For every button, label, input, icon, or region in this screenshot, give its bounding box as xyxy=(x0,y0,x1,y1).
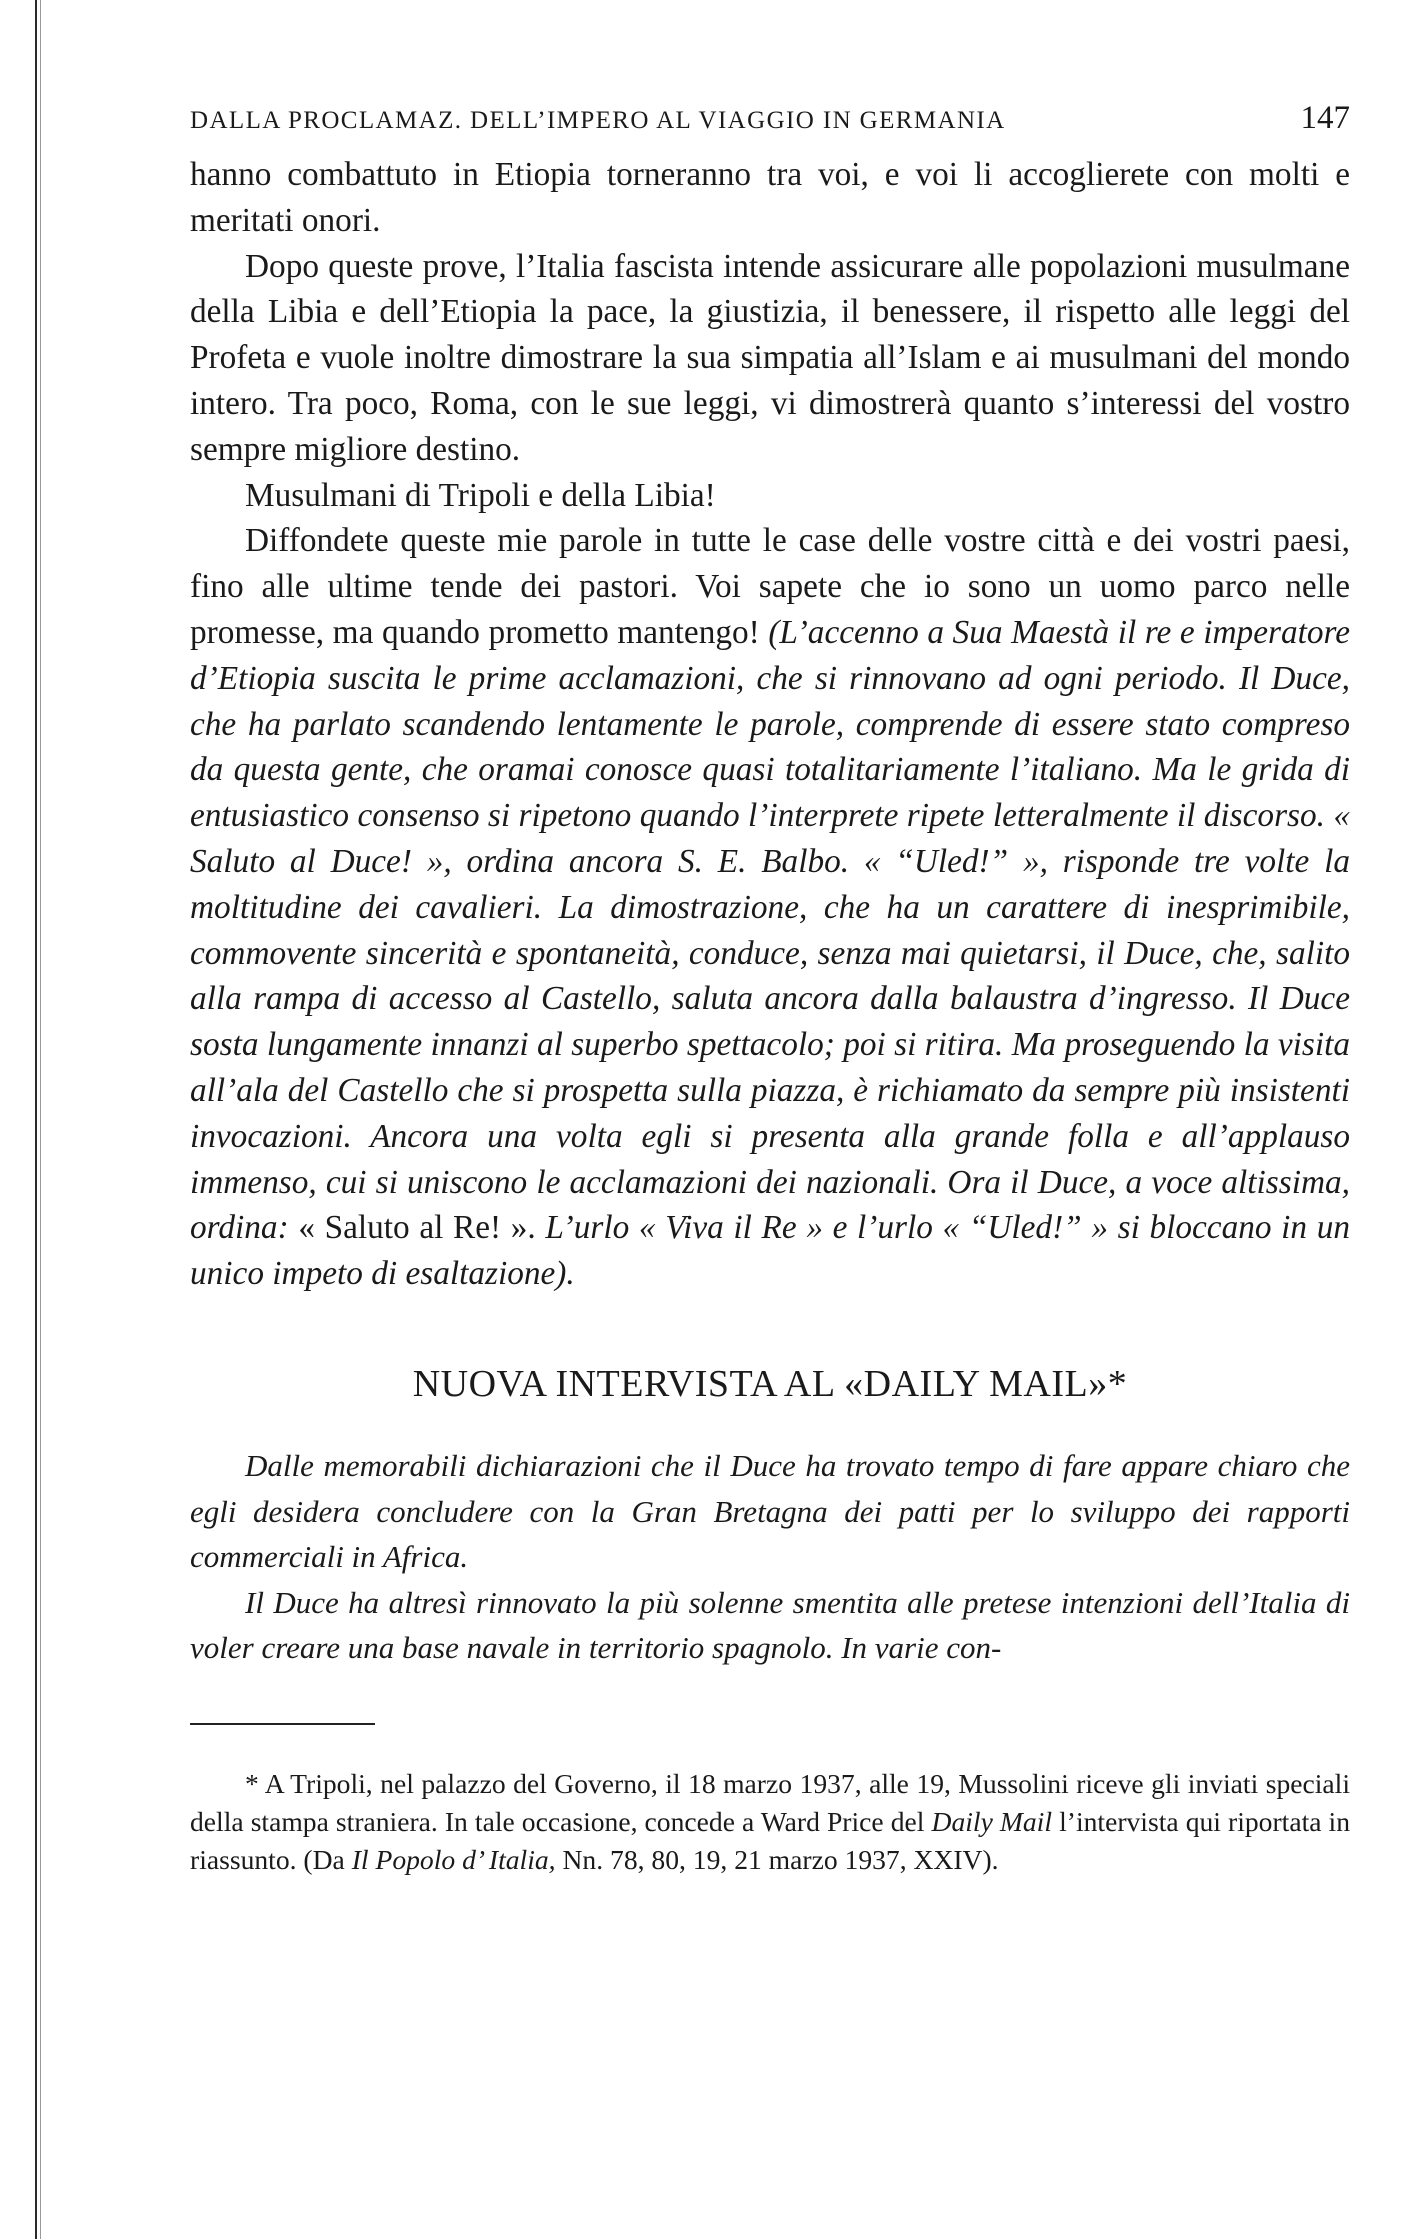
page xyxy=(190,100,1350,1879)
salute-text: « Saluto al Re! ». xyxy=(298,1209,536,1247)
scan-edge-line xyxy=(35,0,37,2239)
footnote-text-a: * A Tripoli, nel palazzo del Governo, il 18 marzo 1937, alle 19, Mussolini riceve gli inviati speciali della stampa straniera. In tale occasione, concede a Ward Price del xyxy=(190,1767,1350,1837)
narration-text-a: (L’accenno a Sua Maestà il re e imperatore d’Etiopia suscita le prime acclamazioni, che si rinnovano ad ogni periodo. Il Duce, che ha parlato scandendo lentamente le parole, comprende di essere stato compreso da questa gente, che oramai conosce quasi totalitariamente l’italiano. Ma le grida di entusiastico consenso si ripetono quando l’interprete ripete letteralmente il discorso. « Saluto al Duce! », ordina ancora S. E. Balbo. « “Uled!” », risponde tre volte la moltitudine dei cavalieri. La dimostrazione, che ha un carattere di inesprimibile, commovente sincerità e spontaneità, conduce, senza mai quietarsi, il Duce, che, salito alla rampa di accesso al Castello, saluta ancora dalla balaustra d’ingresso. Il Duce sosta lungamente innanzi al superbo spettacolo; poi si ritira. Ma proseguendo la visita all’ala del Castello che si prospetta sulla piazza, è richiamato da sempre più insistenti invocazioni. Ancora una volta egli si presenta alla grande folla e all’applauso immenso, cui si uniscono le acclamazioni dei nazionali. Ora il Duce, a voce altissima, ordina: xyxy=(190,613,1350,1247)
footnote-title-b: Il Popolo d’ Italia, xyxy=(351,1843,556,1875)
paragraph-2: Dopo queste prove, l’Italia fascista intende assicurare alle popolazioni musulmane della Libia e dell’Etiopia la pace, la giustizia, il benessere, il rispetto alle leggi del Profeta e vuole inoltre dimostrare la sua simpatia all’Islam e ai musulmani del mondo intero. Tra poco, Roma, con le sue leggi, vi dimostrerà quanto s’interessi del vostro sempre migliore destino. xyxy=(190,247,1350,468)
running-header xyxy=(190,100,1350,148)
narration-text-b: L’urlo « Viva il Re » e l’urlo « “Uled!” » si bloccano in un unico impeto di esaltazione). xyxy=(190,1209,1351,1293)
intro-paragraph-2: Il Duce ha altresì rinnovato la più solenne smentita alle pretese intenzioni dell’Italia di voler creare una base navale in territorio spagnolo. In varie con- xyxy=(190,1584,1350,1666)
footnote-text-b: l’intervista qui riportata in riassunto. (Da xyxy=(190,1805,1351,1875)
page-number: 147 xyxy=(1300,100,1350,136)
running-title: DALLA PROCLAMAZ. DELL’IMPERO AL VIAGGIO IN GERMANIA xyxy=(190,107,1006,134)
footnote xyxy=(190,1765,1350,1879)
speech-text: Diffondete queste mie parole in tutte le case delle vostre città e dei vostri paesi, fino alle ultime tende dei pastori. Voi sapete che io sono un uomo parco nelle promesse, ma quando prometto mantengo! xyxy=(190,522,1350,651)
footnote-text-c: Nn. 78, 80, 19, 21 marzo 1937, XXIV). xyxy=(562,1843,999,1875)
intro-paragraph-1: Dalle memorabili dichiarazioni che il Duce ha trovato tempo di fare appare chiaro che egli desidera concludere con la Gran Bretagna dei patti per lo sviluppo dei rapporti commerciali in Africa. xyxy=(190,1447,1350,1575)
section-title: NUOVA INTERVISTA AL «DAILY MAIL»* xyxy=(412,1362,1128,1405)
paragraph-3: Musulmani di Tripoli e della Libia! xyxy=(245,476,716,514)
paragraph-1: hanno combattuto in Etiopia torneranno tra voi, e voi li accoglierete con molti e meritati onori. xyxy=(190,156,1350,239)
scan-edge-shadow xyxy=(40,0,41,2239)
footnote-title-a: Daily Mail xyxy=(931,1805,1053,1837)
body-text xyxy=(190,152,1350,1297)
footnote-rule xyxy=(190,1723,375,1725)
paragraph-4 xyxy=(190,518,1350,1297)
section-intro xyxy=(190,1443,1350,1671)
